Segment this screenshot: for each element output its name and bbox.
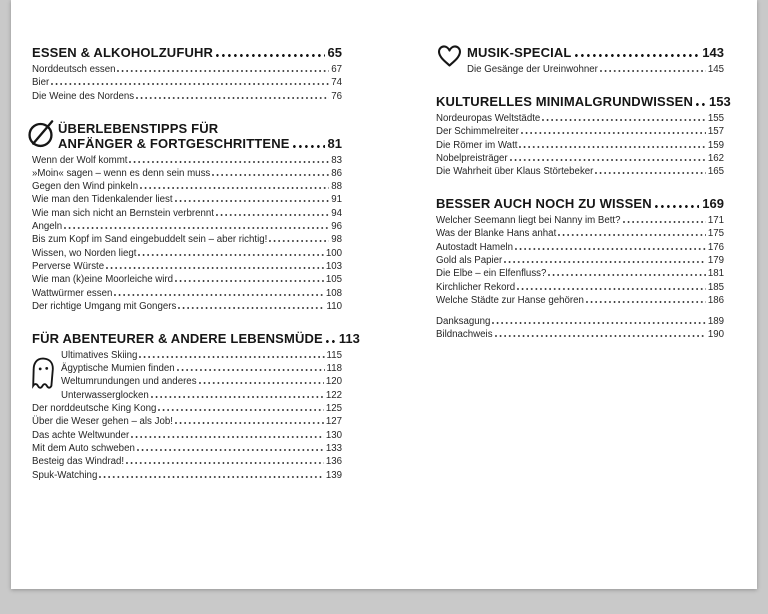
section-page-number: 113	[338, 330, 360, 346]
toc-column-right	[436, 45, 731, 484]
entry-page-number: 98	[331, 234, 342, 246]
entry-label: Wissen, wo Norden liegt	[32, 247, 137, 259]
toc-entry	[32, 156, 342, 166]
section-title: ESSEN & ALKOHOLZUFUHR	[32, 45, 214, 60]
dotted-leader	[139, 356, 324, 358]
circle-slash-icon	[25, 118, 56, 149]
section-title-row	[436, 94, 731, 109]
entry-page-number: 162	[707, 152, 724, 164]
entry-label: Weltumrundungen und anderes	[61, 376, 197, 388]
dotted-leader	[126, 462, 324, 464]
dotted-leader	[114, 294, 323, 296]
entry-list	[436, 317, 724, 340]
book-toc-page	[11, 0, 757, 589]
toc-entry	[32, 92, 342, 102]
dotted-leader	[542, 119, 706, 121]
dotted-leader	[51, 83, 329, 85]
dotted-leader	[492, 322, 705, 324]
entry-page-number: 118	[326, 363, 342, 375]
entry-page-number: 171	[707, 215, 724, 227]
dotted-leader	[175, 422, 324, 424]
section-page-number: 65	[327, 45, 342, 60]
entry-page-number: 186	[707, 294, 724, 306]
entry-label: Spuk-Watching	[32, 469, 98, 481]
toc-entry	[436, 216, 724, 226]
toc-entry	[436, 330, 724, 340]
section-title-row	[467, 45, 724, 60]
section-title: MUSIK-SPECIAL	[467, 45, 572, 60]
entry-page-number: 159	[707, 139, 724, 151]
dotted-leader	[106, 267, 324, 269]
toc-entry	[436, 317, 724, 327]
toc-entry	[32, 431, 342, 441]
dotted-leader	[151, 396, 324, 398]
entry-page-number: 103	[325, 260, 342, 272]
entry-page-number: 91	[331, 194, 342, 206]
section-page-number: 169	[702, 196, 724, 212]
entry-page-number: 181	[707, 268, 724, 280]
dotted-leader	[504, 261, 706, 263]
toc-entry	[32, 195, 342, 205]
entry-label: Die Elbe – ein Elfenfluss?	[436, 268, 547, 280]
entry-page-number: 88	[331, 181, 342, 193]
section-title: ÜBERLEBENSTIPPS FÜR	[58, 120, 219, 136]
toc-entry	[32, 182, 342, 192]
entry-label: Danksagung	[436, 315, 491, 327]
dotted-leader	[158, 409, 323, 411]
toc-section	[32, 121, 342, 312]
section-heading	[32, 45, 342, 60]
dotted-leader	[586, 301, 706, 303]
entry-label: Welche Städte zur Hanse gehören	[436, 294, 584, 306]
entry-page-number: 176	[707, 241, 724, 253]
section-page-number: 153	[709, 94, 731, 109]
toc-entry	[32, 275, 342, 285]
ghost-icon	[29, 355, 57, 393]
dotted-leader	[521, 132, 706, 134]
entry-label: Bis zum Kopf im Sand eingebuddelt sein – aber richtig!	[32, 234, 268, 246]
toc-entry	[32, 262, 342, 272]
toc-section	[32, 45, 342, 102]
toc-entry	[32, 302, 342, 312]
dotted-leader	[519, 146, 705, 148]
toc-entry	[436, 114, 724, 124]
section-page-number: 81	[327, 135, 342, 151]
entry-page-number: 122	[325, 389, 342, 401]
section-title-row	[58, 121, 342, 136]
entry-list	[32, 156, 342, 312]
entry-label: Norddeutsch essen	[32, 64, 116, 75]
dotted-leader	[131, 436, 324, 438]
dotted-leader	[117, 70, 329, 72]
dotted-leader	[129, 161, 329, 163]
entry-label: Die Gesänge der Ureinwohner	[467, 64, 598, 75]
dotted-leader	[515, 248, 706, 250]
dotted-leader	[600, 70, 706, 72]
section-title: BESSER AUCH NOCH ZU WISSEN	[436, 196, 652, 212]
entry-label: Bildnachweis	[436, 329, 493, 341]
dotted-leader	[517, 288, 706, 290]
entry-label: Gold als Papier	[436, 255, 503, 267]
entry-label: Wie man den Tidenkalender liest	[32, 194, 173, 206]
toc-entry	[32, 417, 342, 427]
entry-label: Die Weine des Nordens	[32, 90, 135, 102]
dotted-leader	[623, 221, 706, 223]
toc-entry	[436, 154, 724, 164]
section-title: KULTURELLES MINIMALGRUNDWISSEN	[436, 94, 694, 109]
dotted-leader	[137, 449, 324, 451]
entry-page-number: 86	[331, 167, 342, 179]
entry-page-number: 127	[325, 416, 342, 428]
toc-entry	[32, 351, 342, 361]
entry-label: Ultimatives Skiing	[61, 349, 138, 361]
toc-section	[436, 94, 731, 178]
entry-page-number: 96	[331, 221, 342, 233]
toc-entry	[32, 391, 342, 401]
entry-page-number: 130	[325, 429, 342, 441]
entry-list	[32, 65, 342, 102]
entry-page-number: 157	[707, 126, 724, 138]
dotted-leader	[326, 340, 336, 343]
toc-content	[11, 0, 757, 484]
toc-entry	[32, 78, 342, 88]
toc-entry	[32, 404, 342, 414]
entry-page-number: 110	[326, 300, 342, 312]
section-heading	[436, 94, 731, 109]
toc-entry	[436, 256, 724, 266]
dotted-leader	[696, 103, 706, 106]
entry-label: Wattwürmer essen	[32, 287, 113, 299]
entry-page-number: 175	[707, 228, 724, 240]
toc-entry	[436, 269, 724, 279]
toc-entry	[436, 127, 724, 137]
dotted-leader	[548, 274, 705, 276]
section-title-row	[32, 330, 360, 346]
section-heading	[32, 121, 342, 151]
entry-label: Gegen den Wind pinkeln	[32, 181, 139, 193]
dotted-leader	[177, 369, 325, 371]
entry-page-number: 155	[707, 113, 724, 124]
entry-label: Der Schimmelreiter	[436, 126, 519, 138]
entry-page-number: 115	[326, 349, 342, 361]
toc-entry	[436, 167, 724, 177]
entry-label: Das achte Weltwunder	[32, 429, 130, 441]
entry-page-number: 108	[325, 287, 342, 299]
dotted-leader	[216, 214, 329, 216]
toc-entry	[32, 444, 342, 454]
entry-page-number: 76	[331, 90, 342, 102]
entry-label: Was der Blanke Hans anhat	[436, 228, 557, 240]
entry-label: Welcher Seemann liegt bei Nanny im Bett?	[436, 215, 621, 227]
entry-label: Über die Weser gehen – als Job!	[32, 416, 173, 428]
toc-entry	[32, 471, 342, 481]
dotted-leader	[212, 174, 329, 176]
dotted-leader	[175, 280, 324, 282]
toc-entry	[32, 364, 342, 374]
entry-label: Wie man (k)eine Moorleiche wird	[32, 274, 174, 286]
dotted-leader	[495, 335, 706, 337]
entry-page-number: 120	[325, 376, 342, 388]
entry-list	[436, 216, 724, 306]
entry-page-number: 185	[707, 281, 724, 293]
dotted-leader	[199, 382, 324, 384]
toc-entry	[32, 169, 342, 179]
dotted-leader	[575, 54, 700, 57]
entry-page-number: 139	[325, 469, 342, 481]
entry-label: Der norddeutsche King Kong	[32, 403, 157, 415]
entry-list	[436, 114, 724, 177]
dotted-leader	[269, 240, 329, 242]
dotted-leader	[293, 145, 325, 148]
toc-entry	[32, 65, 342, 75]
toc-entry	[32, 289, 342, 299]
entry-page-number: 125	[325, 403, 342, 415]
toc-entry	[436, 243, 724, 253]
section-page-number: 143	[702, 45, 724, 60]
entry-label: Mit dem Auto schweben	[32, 442, 135, 454]
entry-page-number: 179	[707, 255, 724, 267]
dotted-leader	[136, 97, 329, 99]
entry-page-number: 74	[331, 77, 342, 89]
entry-label: Nordeuropas Weltstädte	[436, 113, 541, 124]
dotted-leader	[216, 54, 324, 57]
entry-page-number: 136	[325, 456, 342, 468]
entry-page-number: 105	[325, 274, 342, 286]
entry-page-number: 133	[325, 442, 342, 454]
dotted-leader	[99, 476, 323, 478]
dotted-leader	[64, 227, 329, 229]
entry-label: Die Römer im Watt	[436, 139, 518, 151]
entry-label: Wenn der Wolf kommt	[32, 154, 128, 166]
entry-page-number: 83	[331, 154, 342, 166]
section-title: FÜR ABENTEURER & ANDERE LEBENSMÜDE	[32, 330, 323, 346]
toc-entry	[32, 249, 342, 259]
entry-page-number: 100	[325, 247, 342, 259]
entry-label: Angeln	[32, 221, 63, 233]
dotted-leader	[510, 159, 706, 161]
toc-entry	[32, 235, 342, 245]
section-title: ANFÄNGER & FORTGESCHRITTENE	[58, 135, 290, 151]
toc-entry	[32, 222, 342, 232]
dotted-leader	[655, 205, 700, 208]
entry-label: Der richtige Umgang mit Gongers	[32, 300, 177, 312]
toc-section	[436, 196, 724, 306]
entry-label: Autostadt Hameln	[436, 241, 514, 253]
section-heading	[436, 196, 724, 211]
entry-label: Unterwasserglocken	[61, 389, 149, 401]
toc-entry	[32, 457, 342, 467]
toc-column-left	[32, 45, 360, 484]
entry-list	[32, 351, 342, 481]
entry-label: Besteig das Windrad!	[32, 456, 125, 468]
section-heading	[467, 45, 724, 60]
entry-list	[467, 65, 724, 75]
toc-section	[436, 45, 724, 75]
dotted-leader	[138, 254, 323, 256]
entry-page-number: 189	[707, 315, 724, 327]
entry-label: Kirchlicher Rekord	[436, 281, 516, 293]
dotted-leader	[558, 234, 706, 236]
entry-label: Nobelpreisträger	[436, 152, 508, 164]
entry-label: Bier	[32, 77, 50, 89]
dotted-leader	[140, 187, 329, 189]
entry-page-number: 94	[331, 207, 342, 219]
entry-label: Die Wahrheit über Klaus Störtebeker	[436, 166, 594, 178]
entry-page-number: 190	[707, 329, 724, 341]
section-title-row	[32, 45, 342, 60]
entry-page-number: 145	[707, 64, 724, 75]
entry-page-number: 67	[331, 64, 342, 75]
dotted-leader	[178, 307, 324, 309]
toc-entry	[436, 141, 724, 151]
toc-entry	[32, 209, 342, 219]
section-title-row	[436, 196, 724, 211]
section-title-row	[58, 136, 342, 151]
toc-entry	[436, 229, 724, 239]
entry-label: Ägyptische Mumien finden	[61, 363, 175, 375]
section-heading	[32, 330, 360, 346]
entry-page-number: 165	[707, 166, 724, 178]
toc-section	[32, 330, 360, 481]
entry-label: Wie man sich nicht an Bernstein verbrennt	[32, 207, 214, 219]
heart-icon	[436, 43, 463, 69]
toc-entry	[467, 65, 724, 75]
toc-entry	[436, 296, 724, 306]
toc-entry	[32, 377, 342, 387]
toc-section	[436, 317, 724, 340]
dotted-leader	[175, 200, 330, 202]
entry-label: »Moin« sagen – wenn es denn sein muss	[32, 167, 211, 179]
entry-label: Perverse Würste	[32, 260, 105, 272]
dotted-leader	[595, 172, 705, 174]
toc-entry	[436, 283, 724, 293]
